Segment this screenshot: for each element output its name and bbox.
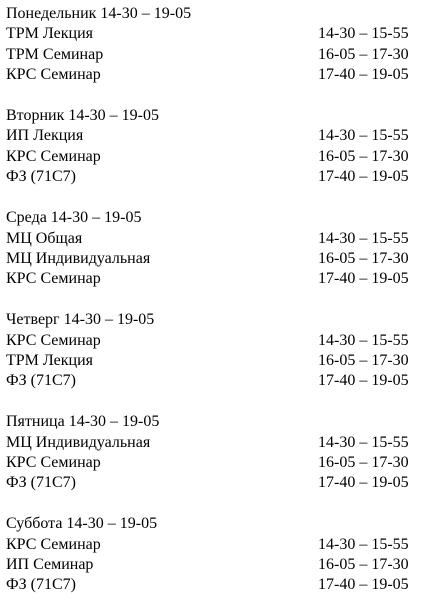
class-name: ФЗ (71С7)	[6, 168, 76, 186]
class-time: 14-30 – 15-55	[318, 229, 409, 247]
class-time: 17-40 – 19-05	[318, 576, 409, 594]
schedule-row	[6, 331, 418, 351]
class-name: ТРМ Семинар	[6, 45, 104, 63]
day-header: Понедельник 14-30 – 19-05	[6, 5, 192, 22]
schedule-row	[6, 473, 418, 493]
class-time: 17-40 – 19-05	[318, 372, 409, 390]
class-time: 14-30 – 15-55	[318, 331, 409, 349]
class-time: 16-05 – 17-30	[318, 454, 409, 472]
schedule-row	[6, 433, 418, 453]
schedule-row	[6, 147, 418, 167]
class-name: КРС Семинар	[6, 454, 101, 472]
schedule-row	[6, 167, 418, 187]
class-name: ТРМ Лекция	[6, 25, 93, 43]
day-header: Пятница 14-30 – 19-05	[6, 413, 160, 431]
day-monday	[6, 4, 418, 86]
class-time: 14-30 – 15-55	[318, 535, 409, 553]
class-name: ФЗ (71С7)	[6, 474, 76, 492]
class-time: 14-30 – 15-55	[318, 25, 409, 43]
schedule-row	[6, 351, 418, 371]
day-saturday	[6, 514, 418, 596]
schedule-row	[6, 555, 418, 575]
schedule-row	[6, 126, 418, 146]
day-header: Суббота 14-30 – 19-05	[6, 515, 158, 533]
schedule-row	[6, 24, 418, 44]
schedule-row	[6, 249, 418, 269]
schedule-row	[6, 45, 418, 65]
schedule-row	[6, 229, 418, 249]
day-wednesday	[6, 208, 418, 290]
class-time: 16-05 – 17-30	[318, 556, 409, 574]
weekly-schedule	[6, 4, 418, 616]
class-name: МЦ Индивидуальная	[6, 249, 151, 267]
schedule-row	[6, 65, 418, 85]
schedule-row	[6, 269, 418, 289]
day-header: Среда 14-30 – 19-05	[6, 209, 142, 227]
class-time: 17-40 – 19-05	[318, 474, 409, 492]
schedule-row	[6, 575, 418, 595]
day-header: Вторник 14-30 – 19-05	[6, 107, 160, 125]
class-name: КРС Семинар	[6, 270, 101, 288]
class-time: 16-05 – 17-30	[318, 147, 409, 165]
class-name: МЦ Общая	[6, 229, 83, 247]
class-name: МЦ Индивидуальная	[6, 433, 151, 451]
class-time: 17-40 – 19-05	[318, 270, 409, 288]
day-tuesday	[6, 106, 418, 188]
class-name: КРС Семинар	[6, 535, 101, 553]
class-time: 17-40 – 19-05	[318, 66, 409, 84]
day-thursday	[6, 310, 418, 392]
class-time: 17-40 – 19-05	[318, 168, 409, 186]
class-name: ТРМ Лекция	[6, 351, 93, 369]
class-time: 16-05 – 17-30	[318, 249, 409, 267]
class-name: КРС Семинар	[6, 147, 101, 165]
class-name: КРС Семинар	[6, 331, 101, 349]
day-header: Четверг 14-30 – 19-05	[6, 311, 155, 329]
class-time: 14-30 – 15-55	[318, 127, 409, 145]
class-time: 16-05 – 17-30	[318, 351, 409, 369]
class-time: 14-30 – 15-55	[318, 433, 409, 451]
class-name: ИП Семинар	[6, 556, 94, 574]
class-name: ФЗ (71С7)	[6, 576, 76, 594]
class-name: ИП Лекция	[6, 127, 84, 145]
class-name: КРС Семинар	[6, 66, 101, 84]
day-friday	[6, 412, 418, 494]
schedule-row	[6, 535, 418, 555]
class-name: ФЗ (71С7)	[6, 372, 76, 390]
schedule-row	[6, 453, 418, 473]
schedule-row	[6, 371, 418, 391]
class-time: 16-05 – 17-30	[318, 45, 409, 63]
